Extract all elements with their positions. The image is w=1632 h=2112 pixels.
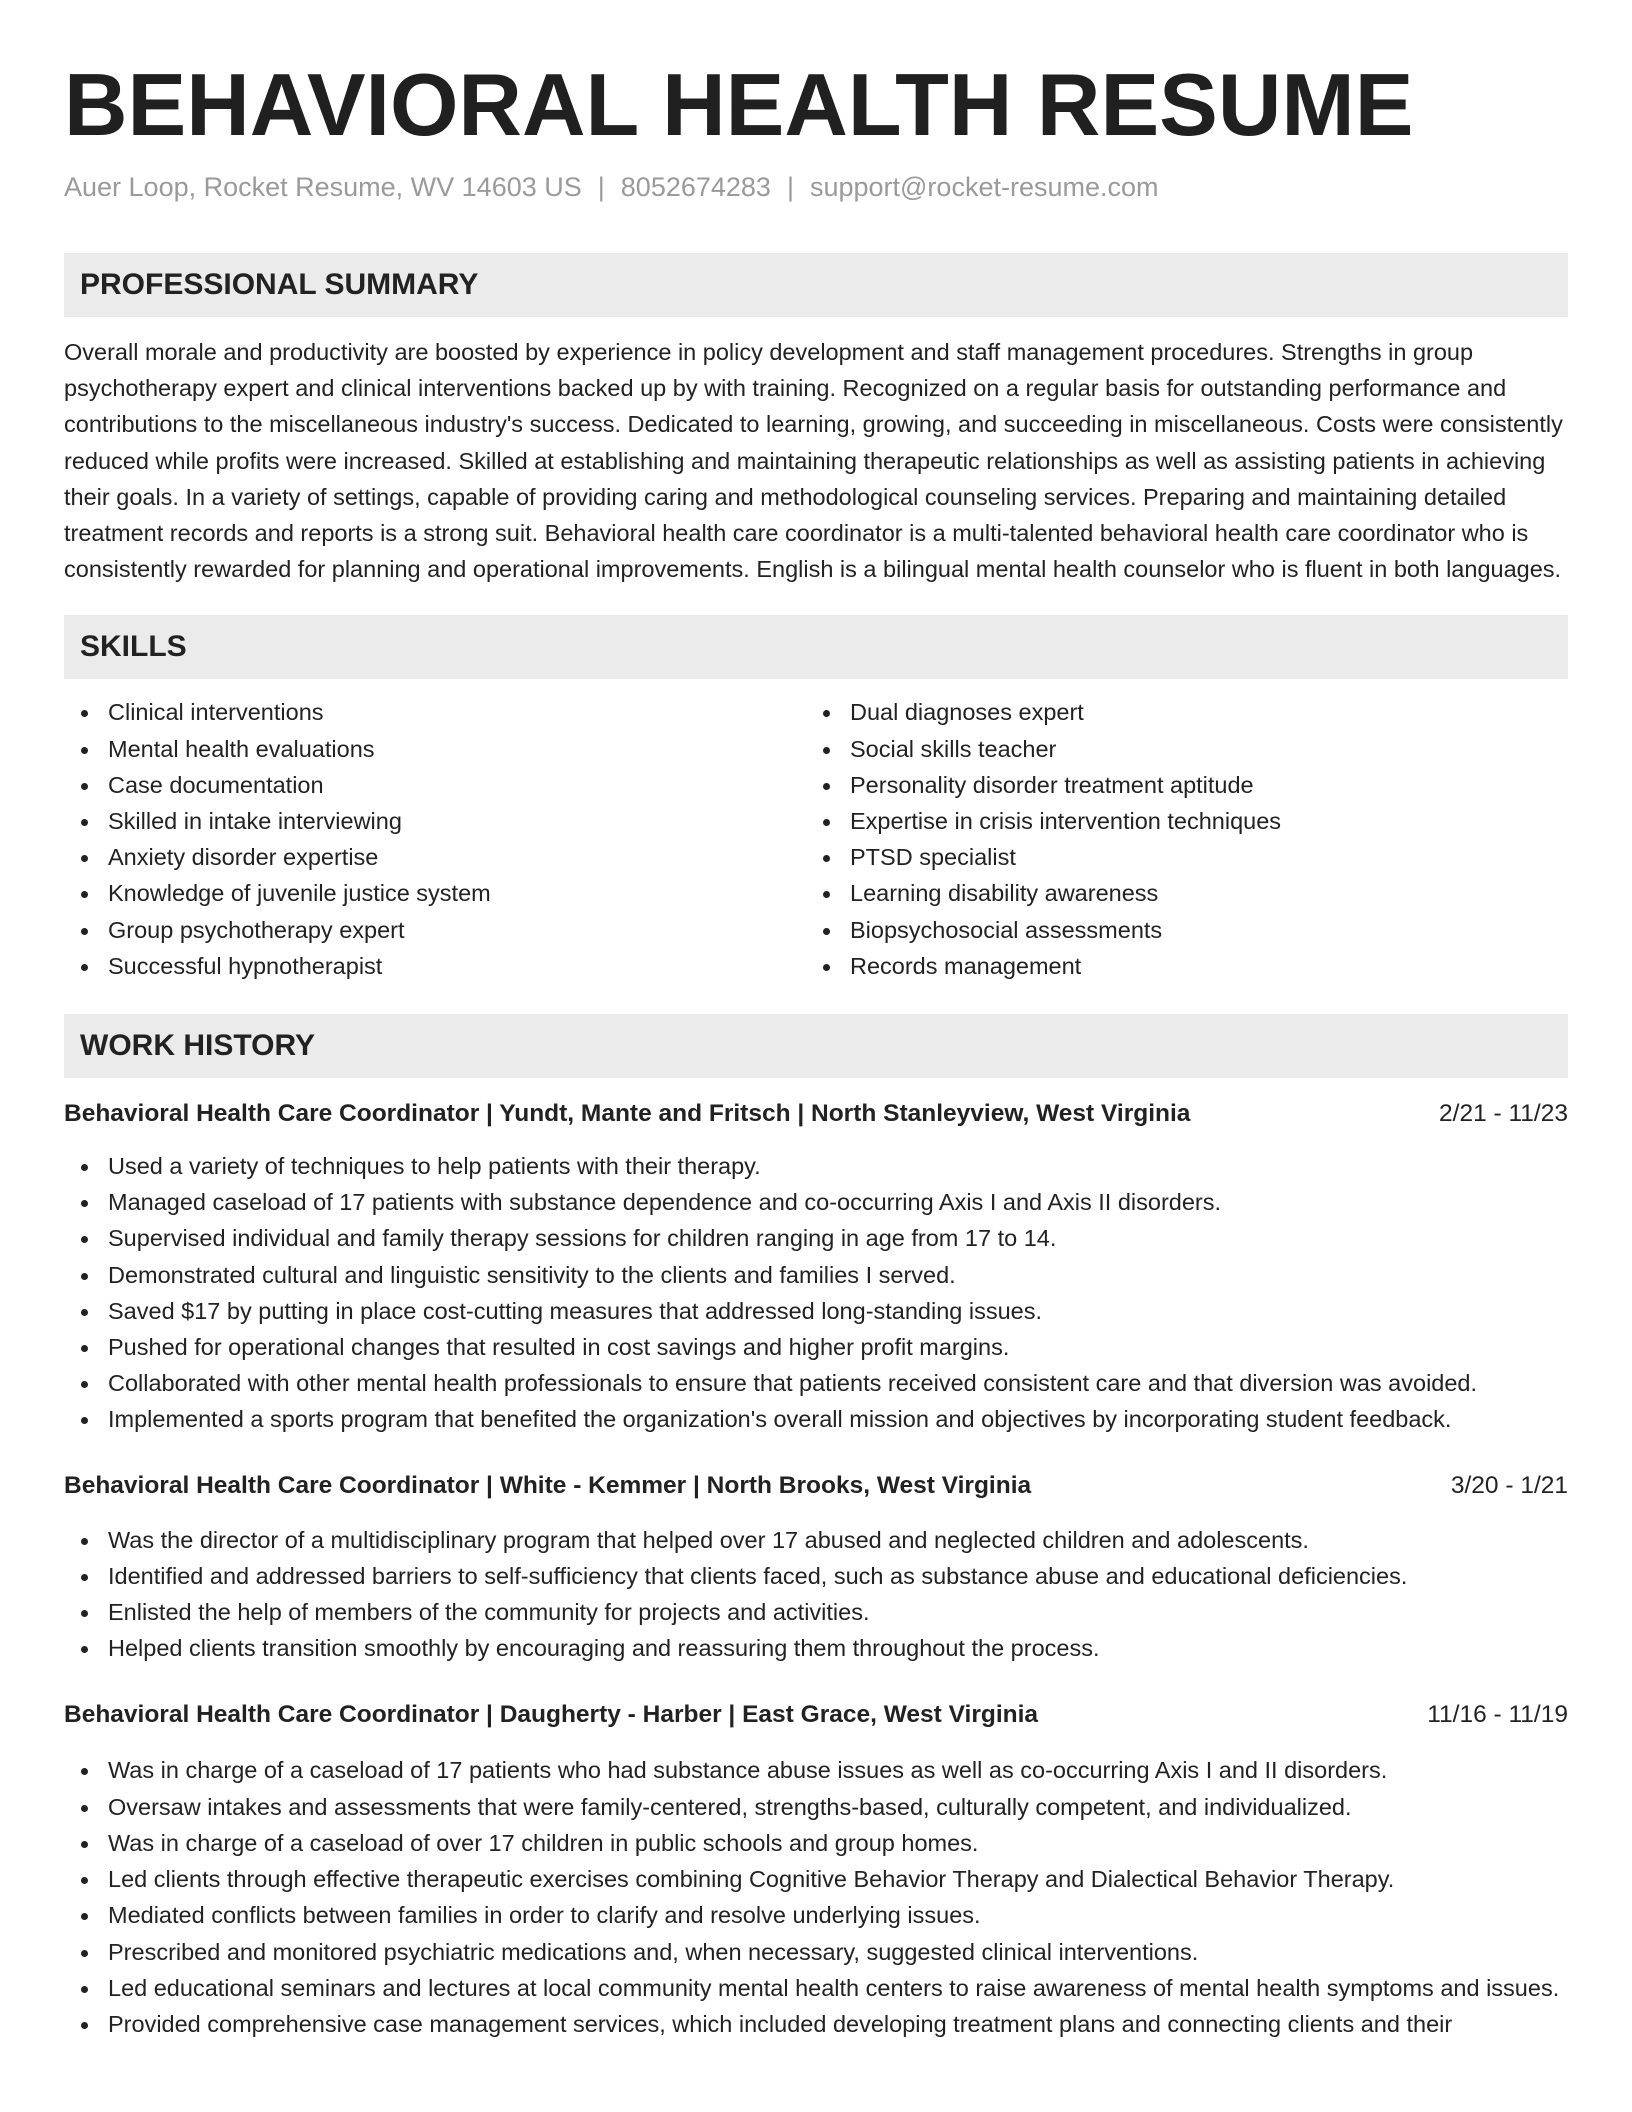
job-dates: 11/16 - 11/19 (1427, 1701, 1568, 1729)
job-bullet: Led clients through effective therapeutic exercises combining Cognitive Behavior Therapy and Dialectical Behavior Therapy. (64, 1861, 1568, 1897)
job-dates: 3/20 - 1/21 (1450, 1471, 1568, 1499)
job-title: Behavioral Health Care Coordinator | Yundt, Mante and Fritsch | North Stanleyview, West Virginia (64, 1100, 1191, 1128)
job-header (64, 1697, 1568, 1733)
skill-item: Group psychotherapy expert (64, 912, 806, 948)
job-bullet: Demonstrated cultural and linguistic sensitivity to the clients and families I served. (64, 1257, 1568, 1293)
job-bullet: Led educational seminars and lectures at local community mental health centers to raise awareness of mental health symptoms and issues. (64, 1970, 1568, 2006)
skill-item: Expertise in crisis intervention techniques (806, 803, 1548, 839)
skill-item: Skilled in intake interviewing (64, 803, 806, 839)
skills-list-left (64, 694, 806, 984)
job-bullet: Was in charge of a caseload of over 17 children in public schools and group homes. (64, 1825, 1568, 1861)
skills-columns (64, 694, 1568, 984)
job-bullet: Prescribed and monitored psychiatric medications and, when necessary, suggested clinical interventions. (64, 1934, 1568, 1970)
job-bullet: Oversaw intakes and assessments that were family-centered, strengths-based, culturally competent, and individualized. (64, 1789, 1568, 1825)
skill-item: Dual diagnoses expert (806, 694, 1548, 730)
job-dates: 2/21 - 11/23 (1439, 1100, 1568, 1128)
job-bullet: Supervised individual and family therapy sessions for children ranging in age from 17 to 14. (64, 1220, 1568, 1256)
job-bullet: Mediated conflicts between families in order to clarify and resolve underlying issues. (64, 1897, 1568, 1933)
skill-item: Mental health evaluations (64, 731, 806, 767)
job-bullet: Pushed for operational changes that resulted in cost savings and higher profit margins. (64, 1329, 1568, 1365)
contact-line (64, 168, 1568, 206)
job-header (64, 1468, 1568, 1504)
contact-phone: 8052674283 (620, 172, 771, 202)
skills-list-right (806, 694, 1548, 984)
skill-item: Biopsychosocial assessments (806, 912, 1548, 948)
skill-item: Successful hypnotherapist (64, 948, 806, 984)
skill-item: Personality disorder treatment aptitude (806, 767, 1548, 803)
job-bullet: Helped clients transition smoothly by encouraging and reassuring them throughout the process. (64, 1630, 1568, 1666)
job-entry (64, 1468, 1568, 1667)
job-entry (64, 1096, 1568, 1438)
job-bullet: Enlisted the help of members of the community for projects and activities. (64, 1594, 1568, 1630)
job-bullet: Was in charge of a caseload of 17 patients who had substance abuse issues as well as co-occurring Axis I and II disorders. (64, 1752, 1568, 1788)
job-bullet: Saved $17 by putting in place cost-cutting measures that addressed long-standing issues. (64, 1293, 1568, 1329)
contact-separator: | (597, 172, 605, 202)
job-header (64, 1096, 1568, 1132)
job-title: Behavioral Health Care Coordinator | Daugherty - Harber | East Grace, West Virginia (64, 1701, 1039, 1729)
job-bullet: Used a variety of techniques to help patients with their therapy. (64, 1148, 1568, 1184)
skill-item: Clinical interventions (64, 694, 806, 730)
job-bullet: Collaborated with other mental health professionals to ensure that patients received consistent care and that diversion was avoided. (64, 1365, 1568, 1401)
contact-address: Auer Loop, Rocket Resume, WV 14603 US (64, 172, 582, 202)
contact-email: support@rocket-resume.com (809, 172, 1159, 202)
job-bullets (64, 1752, 1568, 2042)
skill-item: Knowledge of juvenile justice system (64, 875, 806, 911)
resume-page (64, 0, 1568, 2042)
section-heading-work-history: WORK HISTORY (64, 1014, 1568, 1078)
section-heading-skills: SKILLS (64, 615, 1568, 679)
summary-paragraph: Overall morale and productivity are boosted by experience in policy development and staff management procedures. Strengths in group psychotherapy expert and clinical interventions backed up by with training. Recognized on a regular basis for outstanding performance and contributions to the miscellaneous industry's success. Dedicated to learning, growing, and succeeding in miscellaneous. Costs were consistently reduced while profits were increased. Skilled at establishing and maintaining therapeutic relationships as well as assisting patients in achieving their goals. In a variety of settings, capable of providing caring and methodological counseling services. Preparing and maintaining detailed treatment records and reports is a strong suit. Behavioral health care coordinator is a multi-talented behavioral health care coordinator who is consistently rewarded for planning and operational improvements. English is a bilingual mental health counselor who is fluent in both languages. (64, 339, 1563, 583)
skill-item: Anxiety disorder expertise (64, 839, 806, 875)
contact-separator: | (786, 172, 794, 202)
job-entry (64, 1697, 1568, 2042)
section-heading-summary: PROFESSIONAL SUMMARY (64, 253, 1568, 317)
skill-item: Case documentation (64, 767, 806, 803)
resume-title: BEHAVIORAL HEALTH RESUME (64, 55, 1414, 154)
job-bullet: Implemented a sports program that benefited the organization's overall mission and objectives by incorporating student feedback. (64, 1401, 1568, 1437)
job-bullet: Provided comprehensive case management services, which included developing treatment plans and connecting clients and their (64, 2006, 1568, 2042)
skill-item: PTSD specialist (806, 839, 1548, 875)
job-title: Behavioral Health Care Coordinator | White - Kemmer | North Brooks, West Virginia (64, 1471, 1032, 1499)
job-bullet: Identified and addressed barriers to self-sufficiency that clients faced, such as substance abuse and educational deficiencies. (64, 1558, 1568, 1594)
skill-item: Social skills teacher (806, 731, 1548, 767)
job-bullets (64, 1522, 1568, 1667)
skill-item: Records management (806, 948, 1548, 984)
skill-item: Learning disability awareness (806, 875, 1548, 911)
job-bullets (64, 1148, 1568, 1438)
job-bullet: Managed caseload of 17 patients with substance dependence and co-occurring Axis I and Axis II disorders. (64, 1184, 1568, 1220)
job-bullet: Was the director of a multidisciplinary program that helped over 17 abused and neglected children and adolescents. (64, 1522, 1568, 1558)
